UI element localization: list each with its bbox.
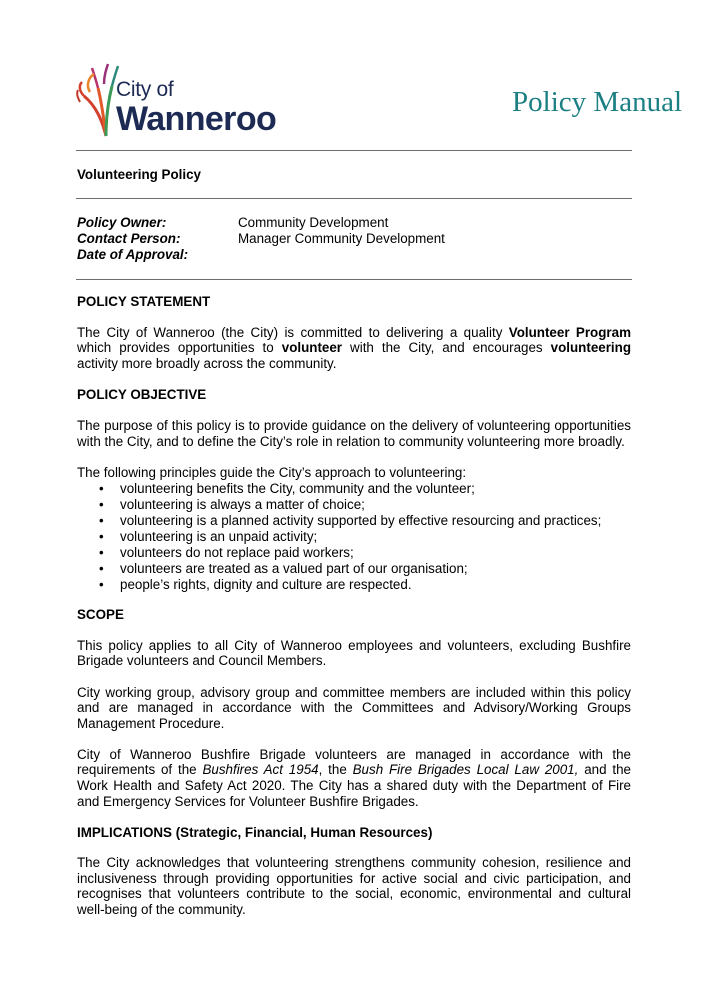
implications-heading: IMPLICATIONS (Strategic, Financial, Human Resources): [77, 824, 433, 840]
list-item: [77, 577, 631, 593]
logo-city-of-text: City of: [116, 78, 174, 101]
list-item: [77, 561, 631, 577]
list-item-text: volunteering is an unpaid activity;: [120, 529, 318, 545]
policy-objective-heading: POLICY OBJECTIVE: [77, 387, 207, 403]
scope-paragraph-3: [77, 747, 631, 809]
list-item-text: volunteers do not replace paid workers;: [120, 545, 354, 561]
statement-bold-volunteering: volunteering: [550, 340, 632, 356]
scope-text-2: , the: [318, 762, 353, 778]
bullet-icon: •: [99, 513, 104, 529]
list-item-text: volunteers are treated as a valued part of our organisation;: [120, 561, 468, 577]
scope-paragraph-1: This policy applies to all City of Wanneroo employees and volunteers, excluding Bushfire Brigade volunteers and Council Members.: [77, 637, 631, 669]
list-item: [77, 481, 631, 497]
policy-statement-heading: POLICY STATEMENT: [77, 294, 211, 309]
divider: [76, 279, 632, 280]
date-of-approval-label: Date of Approval:: [77, 247, 189, 262]
statement-bold-volunteer: volunteer: [281, 340, 343, 356]
logo-wanneroo-text: Wanneroo: [116, 100, 277, 138]
policy-body: [77, 294, 631, 933]
bushfires-act-reference: Bushfires Act 1954: [202, 762, 319, 778]
list-item: [77, 545, 631, 561]
wanneroo-leaf-icon: [76, 62, 120, 138]
scope-paragraph-2: City working group, advisory group and committee members are included within this policy and are managed in accordance with the Committees and Advisory/Working Groups Management Procedure.: [77, 684, 631, 731]
policy-owner-label: Policy Owner:: [77, 215, 167, 230]
city-of-wanneroo-logo: [76, 62, 286, 140]
document-title: Volunteering Policy: [77, 167, 202, 182]
list-item-text: volunteering is a planned activity supported by effective resourcing and practices;: [120, 513, 602, 529]
list-item: [77, 529, 631, 545]
principles-list: [77, 481, 631, 593]
bullet-icon: •: [99, 561, 104, 577]
bullet-icon: •: [99, 577, 104, 593]
meta-row-approval: [77, 247, 445, 263]
implications-paragraph: The City acknowledges that volunteering strengthens community cohesion, resilience and inclusiveness through providing opportunities for active social and civic participation, and recognises that volunteers contribute to the social, economic, environmental and cultural well-being of the community.: [77, 855, 631, 918]
bullet-icon: •: [99, 497, 104, 513]
principles-intro: The following principles guide the City’s approach to volunteering:: [77, 464, 467, 480]
statement-text-4: activity more broadly across the community.: [77, 355, 337, 371]
meta-row-owner: [77, 215, 445, 231]
statement-bold-volunteer-program: Volunteer Program: [508, 324, 631, 340]
bullet-icon: •: [99, 529, 104, 545]
list-item: [77, 513, 631, 529]
statement-text-2: which provides opportunities to: [77, 340, 282, 356]
policy-owner-value: Community Development: [238, 215, 389, 230]
scope-heading: SCOPE: [77, 607, 124, 623]
contact-person-label: Contact Person:: [77, 231, 181, 246]
statement-text-1: The City of Wanneroo (the City) is committed to delivering a quality: [77, 324, 509, 340]
bullet-icon: •: [99, 545, 104, 561]
scope-text-3: and the Work Health and Safety Act 2020. The City has a shared duty with the Department of Fire and Emergency Services for Volunteer Bushfire Brigades.: [77, 762, 631, 809]
statement-text-3: with the City, and encourages: [342, 340, 551, 356]
contact-person-value: Manager Community Development: [238, 231, 445, 246]
list-item-text: people’s rights, dignity and culture are respected.: [120, 577, 412, 593]
list-item-text: volunteering is always a matter of choice;: [120, 497, 365, 513]
meta-row-contact: [77, 231, 445, 247]
scope-text-1: City of Wanneroo Bushfire Brigade volunteers are managed in accordance with the requirements of the: [77, 746, 631, 778]
list-item: [77, 497, 631, 513]
divider: [76, 150, 632, 151]
bullet-icon: •: [99, 481, 104, 497]
list-item-text: volunteering benefits the City, community and the volunteer;: [120, 481, 475, 497]
policy-objective-paragraph: The purpose of this policy is to provide guidance on the delivery of volunteering opportunities with the City, and to define the City’s role in relation to community volunteering more broadly.: [77, 417, 631, 449]
policy-manual-title: Policy Manual: [512, 86, 682, 118]
local-law-reference: Bush Fire Brigades Local Law 2001,: [352, 762, 579, 778]
policy-meta: [77, 215, 445, 263]
policy-statement-paragraph: [77, 325, 631, 372]
divider: [76, 198, 632, 199]
